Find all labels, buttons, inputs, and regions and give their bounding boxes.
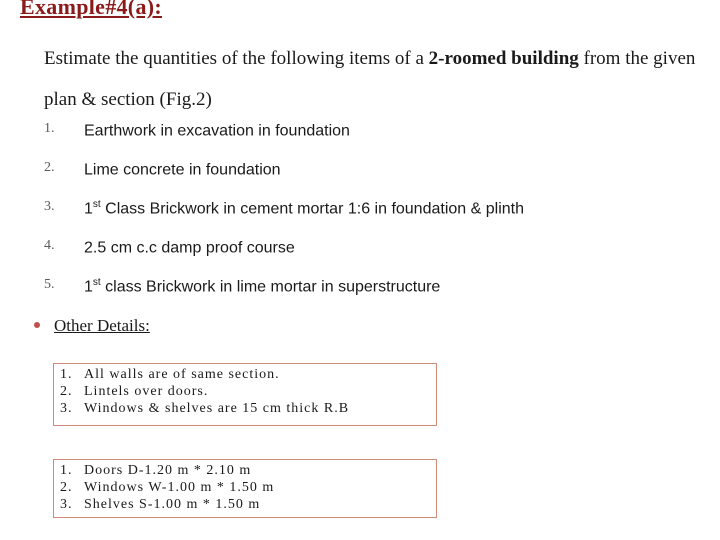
intro-paragraph [44,38,716,120]
bullet-icon [34,322,40,328]
list-item [44,277,684,316]
list-item [44,121,684,160]
list-item: 1. All walls are of same section. [60,367,280,382]
item-number: 5. [44,277,55,292]
intro-text-end: from the given plan & section (Fig.2) [44,48,696,110]
list-item [44,199,684,238]
list-item: 1. Doors D-1.20 m * 2.10 m [60,463,252,478]
list-item [44,238,684,277]
page-title: Example#4(a): [20,0,162,19]
item-number: 1. [44,121,55,136]
item-text: Earthwork in excavation in foundation [84,122,350,140]
list-item [44,160,684,199]
list-item: 3. Shelves S-1.00 m * 1.50 m [60,497,261,512]
list-item: 2. Lintels over doors. [60,384,209,399]
item-text: 1st class Brickwork in lime mortar in superstructure [84,277,441,296]
list-item: 3. Windows & shelves are 15 cm thick R.B [60,401,350,416]
details-box-walls [53,363,437,426]
item-text: 2.5 cm c.c damp proof course [84,239,295,257]
item-number: 3. [44,199,55,214]
item-text: Lime concrete in foundation [84,161,281,179]
item-number: 2. [44,160,55,175]
details-box-openings [53,459,437,518]
item-text: 1st Class Brickwork in cement mortar 1:6 in foundation & plinth [84,199,524,218]
item-list [44,121,684,316]
other-details-heading: Other Details: [34,316,150,336]
intro-bold-text: 2-roomed building [428,48,579,69]
item-number: 4. [44,238,55,253]
intro-text-start: Estimate the quantities of the following items of a [44,48,429,69]
list-item: 2. Windows W-1.00 m * 1.50 m [60,480,275,495]
